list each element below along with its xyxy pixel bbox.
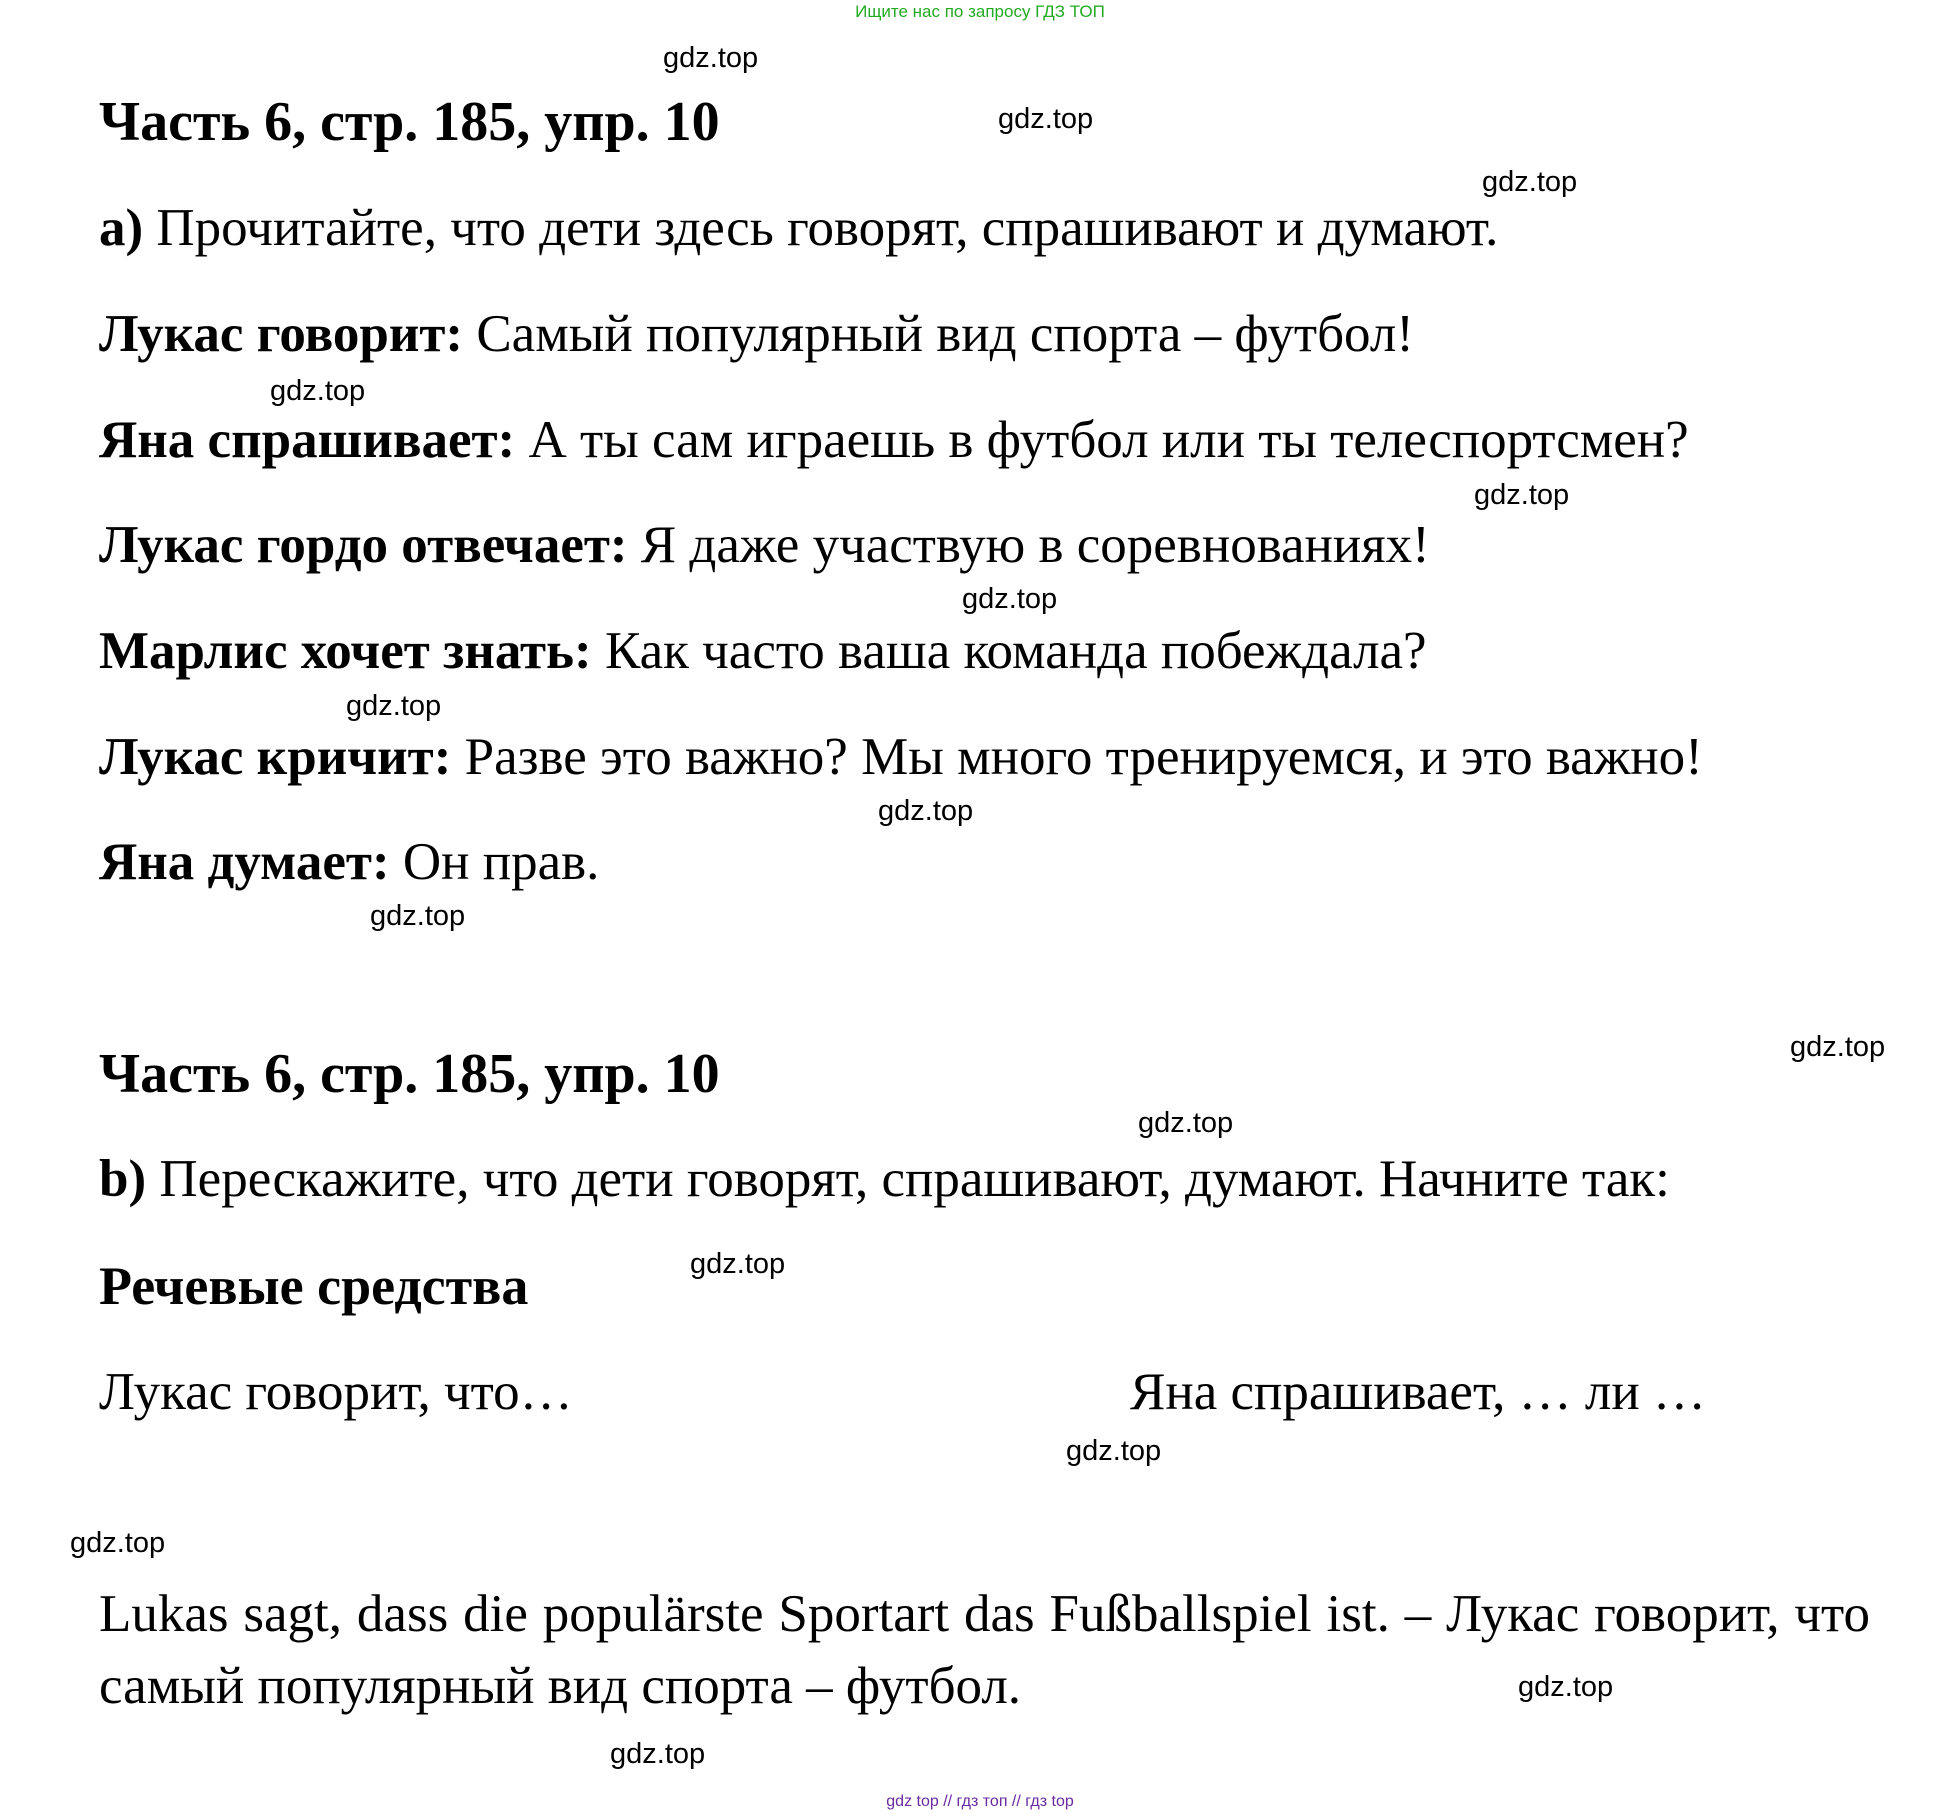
watermark: gdz.top — [270, 375, 366, 407]
footer-text: gdz top // гдз топ // гдз top — [886, 1793, 1074, 1810]
section-b-task-label: b) — [99, 1150, 147, 1208]
top-banner — [0, 2, 1960, 22]
dialogue-speaker-6: Яна думает: — [99, 833, 390, 891]
watermark: gdz.top — [610, 1738, 706, 1770]
top-banner-text: Ищите нас по запросу ГДЗ ТОП — [855, 2, 1105, 21]
dialogue-speaker-2: Яна спрашивает: — [99, 411, 516, 469]
phrase-right: Яна спрашивает, … ли … — [1130, 1363, 1706, 1421]
watermark: gdz.top — [690, 1248, 786, 1280]
watermark: gdz.top — [663, 42, 759, 74]
watermark: gdz.top — [370, 900, 466, 932]
dialogue-speaker-4: Марлис хочет знать: — [99, 622, 592, 680]
dialogue-line-5 — [99, 728, 1703, 786]
watermark: gdz.top — [1474, 479, 1570, 511]
dialogue-speaker-5: Лукас кричит: — [99, 728, 452, 786]
section-b-task — [99, 1150, 1670, 1208]
dialogue-line-1 — [99, 305, 1414, 363]
phrase-left: Лукас говорит, что… — [99, 1363, 573, 1421]
watermark: gdz.top — [1518, 1671, 1614, 1703]
dialogue-text-6: Он прав. — [389, 833, 600, 891]
dialogue-line-6 — [99, 833, 600, 891]
dialogue-speaker-3: Лукас гордо отвечает: — [99, 516, 628, 574]
watermark: gdz.top — [346, 690, 442, 722]
watermark: gdz.top — [962, 583, 1058, 615]
dialogue-text-2: А ты сам играешь в футбол или ты телеспортсмен? — [515, 411, 1689, 469]
watermark: gdz.top — [1482, 166, 1578, 198]
watermark: gdz.top — [998, 103, 1094, 135]
section-b-heading: Часть 6, стр. 185, упр. 10 — [99, 1043, 720, 1105]
speech-means-title: Речевые средства — [99, 1256, 529, 1316]
dialogue-line-2 — [99, 411, 1689, 469]
section-a-task-text: Прочитайте, что дети здесь говорят, спрашивают и думают. — [143, 199, 1499, 257]
dialogue-speaker-1: Лукас говорит: — [99, 305, 464, 363]
watermark: gdz.top — [1066, 1435, 1162, 1467]
watermark: gdz.top — [1790, 1031, 1886, 1063]
watermark: gdz.top — [1138, 1107, 1234, 1139]
dialogue-text-4: Как часто ваша команда побеждала? — [591, 622, 1427, 680]
dialogue-text-5: Разве это важно? Мы много тренируемся, и это важно! — [451, 728, 1703, 786]
section-b-task-text: Перескажите, что дети говорят, спрашивают, думают. Начните так: — [146, 1150, 1670, 1208]
dialogue-line-4 — [99, 622, 1427, 680]
answer-text: Lukas sagt, dass die populärste Sportart das Fußballspiel ist. – Лукас говорит, что самый популярный вид спорта – футбол. — [99, 1585, 1870, 1715]
dialogue-text-3: Я даже участвую в соревнованиях! — [627, 516, 1430, 574]
section-a-task — [99, 199, 1499, 257]
dialogue-line-3 — [99, 516, 1430, 574]
footer — [0, 1793, 1960, 1811]
dialogue-text-1: Самый популярный вид спорта – футбол! — [463, 305, 1414, 363]
watermark: gdz.top — [878, 795, 974, 827]
section-a-task-label: a) — [99, 199, 144, 257]
section-a-heading: Часть 6, стр. 185, упр. 10 — [99, 91, 720, 153]
watermark: gdz.top — [70, 1527, 166, 1559]
